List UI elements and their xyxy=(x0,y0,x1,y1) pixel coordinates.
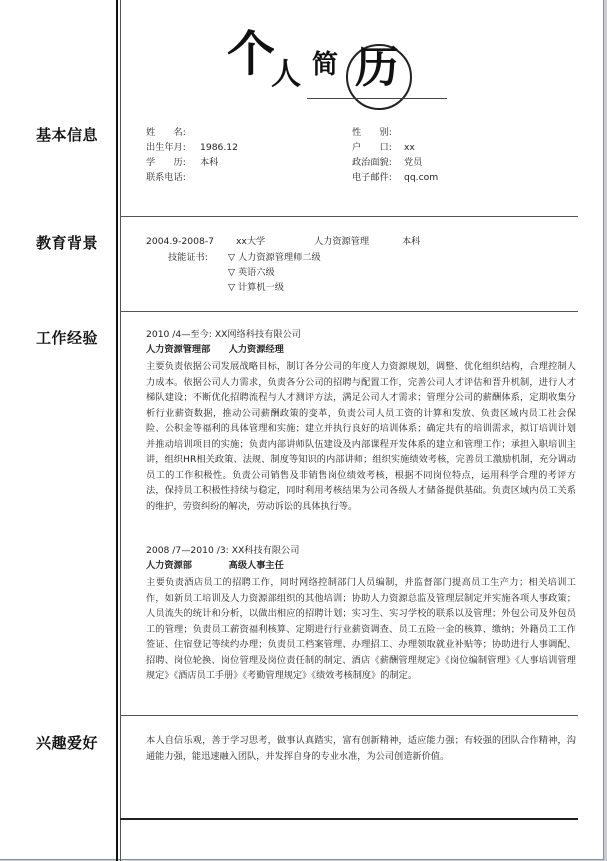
section-divider xyxy=(120,715,578,716)
left-margin-rule-thick xyxy=(116,0,118,861)
birth-value: 1986.12 xyxy=(200,142,238,153)
degree-value: 本科 xyxy=(200,157,219,168)
phone-label: 联系电话: xyxy=(146,172,186,183)
hobbies-text: 本人自信乐观，善于学习思考，做事认真踏实，富有创新精神，适应能力强；有较强的团队合作精神，沟通能力强，能迅速融入团队，并发挥自身的专业水准，为公司创造新价值。 xyxy=(146,735,576,762)
title-char-3: 简 xyxy=(312,50,339,80)
resume-title xyxy=(215,22,445,112)
gender-label: 性 别: xyxy=(352,127,392,138)
political-value: 党员 xyxy=(404,157,423,168)
cert-item: ▽ 人力资源管理师二级 xyxy=(228,252,321,263)
cert-item: ▽ 英语六级 xyxy=(228,267,275,278)
hukou-value: xx xyxy=(404,142,415,153)
job-role: 人力资源部 高级人事主任 xyxy=(146,560,284,571)
title-char-2: 人 xyxy=(271,57,301,92)
section-divider xyxy=(120,311,578,312)
name-label: 姓 名: xyxy=(146,127,186,138)
cert-label: 技能证书: xyxy=(168,252,208,263)
education-school: xx大学 xyxy=(236,236,266,247)
job-role: 人力资源管理部 人力资源经理 xyxy=(146,344,284,355)
title-underline xyxy=(307,98,447,99)
section-label-education: 教育背景 xyxy=(36,234,99,252)
education-period: 2004.9-2008-7 xyxy=(146,236,215,247)
job-header: 2010 /4—至今: XX网络科技有限公司 xyxy=(146,329,301,340)
section-label-basic-info: 基本信息 xyxy=(36,126,99,144)
political-label: 政治面貌: xyxy=(352,157,392,168)
job-header: 2008 /7—2010 /3: XX科技有限公司 xyxy=(146,545,300,556)
section-divider xyxy=(120,216,578,217)
hukou-label: 户 口: xyxy=(352,142,392,153)
education-degree: 本科 xyxy=(402,236,421,247)
job-description: 主要负责依据公司发展战略目标，制订各分公司的年度人力资源规划，调整、优化组织结构，合理控制人力成本。依据公司人力需求，负责各分公司的招聘与配置工作，完善公司人才评估和晋升机制，进行人才梯队建设；不断优化招聘流程与人才测评方法，满足公司人才需求；管理分公司的薪酬体系，定期收集分析行业薪资数据，推动公司薪酬政策的变革，负责公司人员工资的计算和发放、负责区域内员工社会保险、公积金等福利的具体管理和实施；建立并执行良好的培训体系；确定共有的培训需求，拟订培训计划并推动培训项目的实施；负责内部讲师队伍建设及内部课程开发体系的建立和管理工作；承担入职培训主讲，组织HR相关政策、法规、制度等知识的内部讲师；组织实施绩效考核，完善员工激励机制，充分调动员工的工作积极性。负责公司销售及非销售岗位绩效考核，根据不同岗位特点，运用科学合理的考评方法，保持员工积极性持续与稳定，同时利用考核结果为公司各级人才储备提供基础。负责区域内员工关系的维护，劳资纠纷的解决，劳动诉讼的具体执行等。 xyxy=(146,361,576,512)
cert-item: ▽ 计算机一级 xyxy=(228,282,284,293)
section-label-work: 工作经验 xyxy=(36,329,99,347)
section-label-hobbies: 兴趣爱好 xyxy=(36,734,99,752)
title-char-4: 历 xyxy=(355,42,399,93)
left-margin-rule-thin xyxy=(120,0,121,861)
email-label: 电子邮件: xyxy=(352,172,392,183)
degree-label: 学 历: xyxy=(146,157,186,168)
bottom-rule xyxy=(120,818,578,820)
email-value: qq.com xyxy=(404,172,439,183)
title-char-1: 个 xyxy=(227,26,276,82)
birth-label: 出生年月: xyxy=(146,142,186,153)
education-major: 人力资源管理 xyxy=(314,236,370,247)
job-description: 主要负责酒店员工的招聘工作，同时网络控制部门人员编制，并监督部门提高员工生产力；相关培训工作，如新员工培训及人力资源部组织的其他培训；协助人力资源总监及管理层制定并实施各项人事政策；人员流失的统计和分析，以做出相应的招聘计划；实习生、实习学校的联系以及管理；外包公司及外包员工的管理；负责员工薪资福利核算、定期进行行业薪资调查、员工五险一金的核算、缴纳；外籍员工工作签证、住宿登记等续约办理；负责员工档案管理、办理招工、办理领取就业补贴等；协助进行人事调配、招聘、岗位轮换、岗位管理及岗位责任制的制定、酒店《薪酬管理规定》《岗位编制管理》《人事培训管理规定》《酒店员工手册》《考勤管理规定》《绩效考核制度》的制定。 xyxy=(146,577,576,681)
